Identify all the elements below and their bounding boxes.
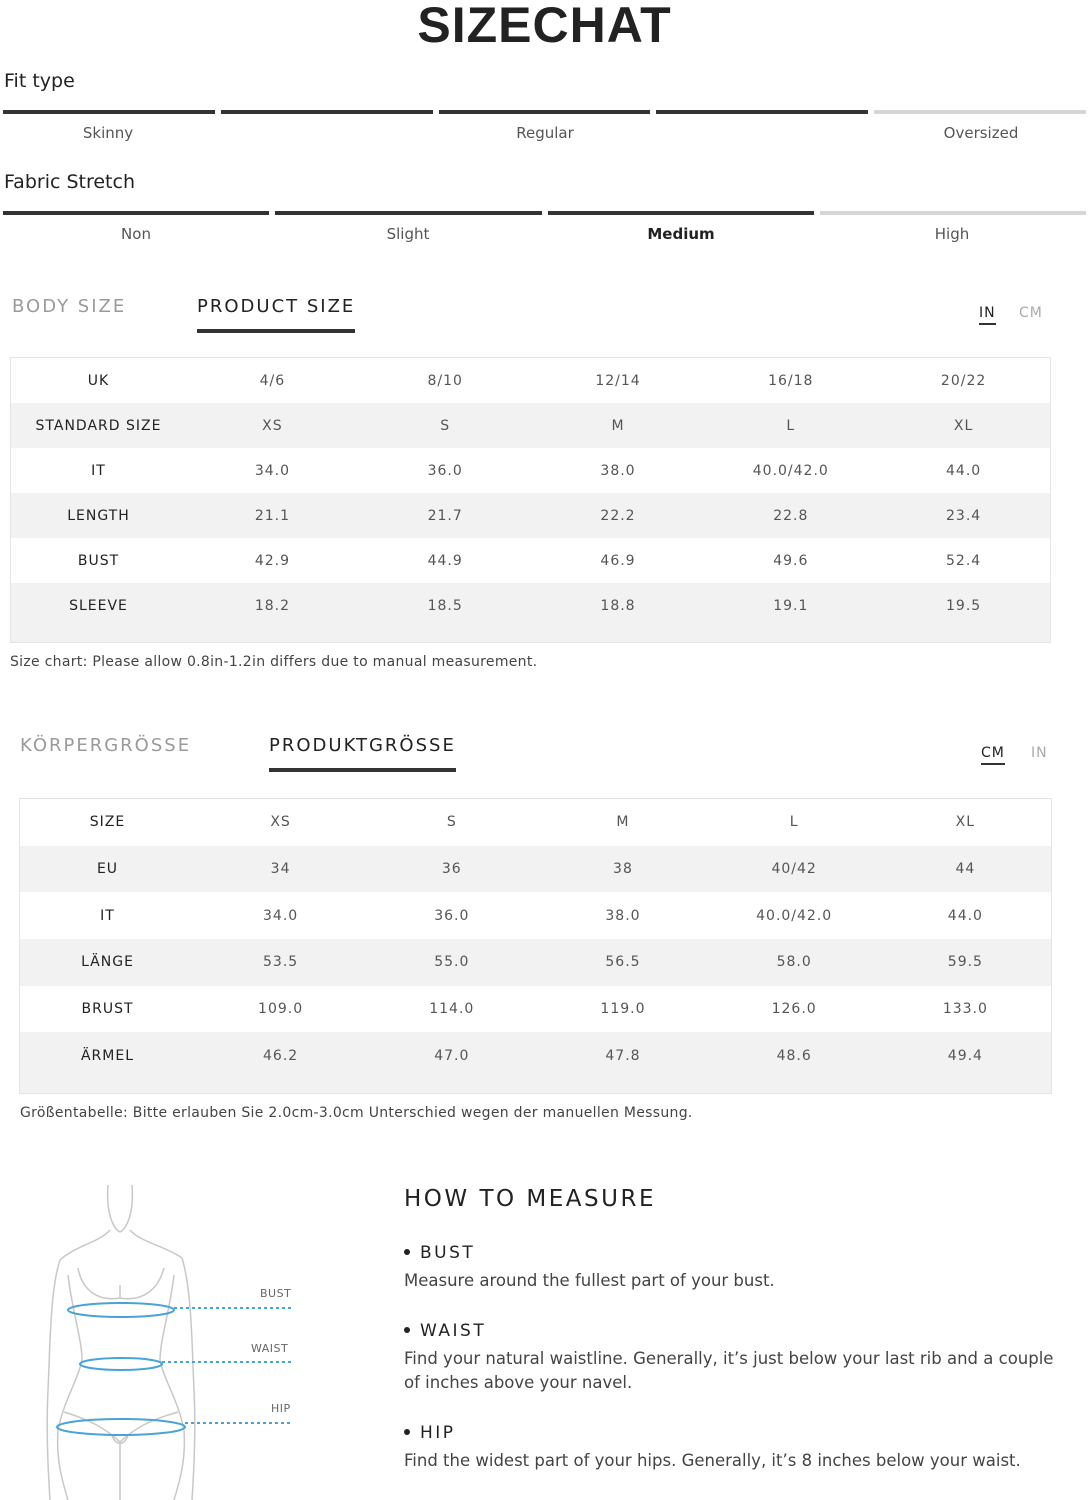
size-note-en: Size chart: Please allow 0.8in-1.2in differs due to manual measurement.	[10, 654, 538, 670]
stretch-bar-1	[3, 211, 269, 215]
table-cell: 44	[880, 846, 1051, 893]
figure-label-waist: WAIST	[251, 1342, 289, 1355]
unit-toggle-de	[981, 745, 1081, 769]
table-row	[11, 583, 1050, 628]
table-row	[20, 986, 1051, 1033]
table-cell: 40/42	[709, 846, 880, 893]
table-cell: 47.8	[537, 1032, 708, 1079]
size-tabs-en	[0, 296, 600, 336]
measure-item-bust	[404, 1243, 1064, 1293]
unit-in-button[interactable]: IN	[979, 305, 996, 325]
table-cell: 42.9	[186, 538, 359, 583]
unit-in-button-de[interactable]: IN	[1031, 745, 1048, 761]
table-cell: 18.8	[532, 583, 705, 628]
unit-cm-button-de[interactable]: CM	[981, 745, 1005, 765]
stretch-option-slight: Slight	[386, 225, 430, 243]
measure-head-bust: BUST	[420, 1243, 476, 1263]
table-row	[11, 358, 1050, 403]
unit-cm-button[interactable]: CM	[1019, 305, 1043, 321]
size-tabs-de	[0, 735, 600, 775]
table-cell: 52.4	[877, 538, 1050, 583]
table-cell: 119.0	[537, 986, 708, 1033]
table-row	[20, 939, 1051, 986]
row-header: LÄNGE	[20, 939, 195, 986]
table-cell: 4/6	[186, 358, 359, 403]
table-cell: 34.0	[195, 892, 366, 939]
table-row	[11, 538, 1050, 583]
table-cell: 44.0	[877, 448, 1050, 493]
fit-option-oversized: Oversized	[943, 124, 1019, 142]
table-cell: 36	[366, 846, 537, 893]
body-outline-illustration	[20, 1180, 320, 1500]
table-cell: S	[366, 799, 537, 846]
table-cell: 109.0	[195, 986, 366, 1033]
fit-bar-2	[221, 110, 433, 114]
table-cell: 40.0/42.0	[709, 892, 880, 939]
tab-produktgroesse[interactable]: PRODUKTGRÖSSE	[269, 735, 456, 772]
table-row	[11, 403, 1050, 448]
figure-label-bust: BUST	[260, 1287, 292, 1300]
fit-type-label: Fit type	[4, 70, 75, 92]
unit-toggle-en	[979, 305, 1079, 329]
size-table-de	[19, 798, 1052, 1094]
table-cell: 23.4	[877, 493, 1050, 538]
table-row	[20, 846, 1051, 893]
table-cell: 55.0	[366, 939, 537, 986]
table-cell: L	[709, 799, 880, 846]
bullet-icon	[404, 1429, 410, 1435]
fit-option-skinny: Skinny	[82, 124, 134, 142]
fit-bar-1	[3, 110, 215, 114]
stretch-bar-3	[548, 211, 814, 215]
table-cell: 56.5	[537, 939, 708, 986]
table-cell: 38.0	[532, 448, 705, 493]
table-cell: 47.0	[366, 1032, 537, 1079]
row-header: IT	[11, 448, 186, 493]
measure-head-waist: WAIST	[420, 1321, 487, 1341]
stretch-option-non: Non	[121, 225, 151, 243]
fit-bar-5	[874, 110, 1086, 114]
table-cell: 44.9	[359, 538, 532, 583]
table-cell: XL	[880, 799, 1051, 846]
row-header: BUST	[11, 538, 186, 583]
table-cell: 18.5	[359, 583, 532, 628]
table-cell: M	[532, 403, 705, 448]
table-cell: 16/18	[704, 358, 877, 403]
table-cell: 19.5	[877, 583, 1050, 628]
tab-product-size[interactable]: PRODUCT SIZE	[197, 296, 355, 333]
table-cell: 22.8	[704, 493, 877, 538]
table-cell: M	[537, 799, 708, 846]
row-header: IT	[20, 892, 195, 939]
table-cell: 19.1	[704, 583, 877, 628]
fit-bar-3	[439, 110, 651, 114]
stretch-option-high: High	[934, 225, 970, 243]
stretch-option-medium: Medium	[647, 225, 715, 243]
row-header: ÄRMEL	[20, 1032, 195, 1079]
table-row	[20, 892, 1051, 939]
table-cell: 49.4	[880, 1032, 1051, 1079]
table-cell: 40.0/42.0	[704, 448, 877, 493]
table-cell: 48.6	[709, 1032, 880, 1079]
measure-text-bust: Measure around the fullest part of your bust.	[404, 1271, 775, 1290]
page-title: SIZECHAT	[417, 0, 672, 53]
bullet-icon	[404, 1327, 410, 1333]
measure-item-hip	[404, 1423, 1064, 1473]
row-header: STANDARD SIZE	[11, 403, 186, 448]
measure-text-hip: Find the widest part of your hips. Generally, it’s 8 inches below your waist.	[404, 1451, 1021, 1470]
table-cell: 58.0	[709, 939, 880, 986]
row-header: BRUST	[20, 986, 195, 1033]
table-cell: 20/22	[877, 358, 1050, 403]
stretch-bar-4	[820, 211, 1086, 215]
row-header: LENGTH	[11, 493, 186, 538]
how-to-measure-title: HOW TO MEASURE	[404, 1186, 656, 1212]
fabric-stretch-label: Fabric Stretch	[4, 171, 135, 193]
table-cell: XL	[877, 403, 1050, 448]
table-cell: S	[359, 403, 532, 448]
tab-body-size[interactable]: BODY SIZE	[12, 296, 127, 317]
fit-bar-4	[656, 110, 868, 114]
table-cell: 21.7	[359, 493, 532, 538]
tab-koerpergroesse[interactable]: KÖRPERGRÖSSE	[20, 735, 192, 756]
table-cell: 38	[537, 846, 708, 893]
table-cell: 44.0	[880, 892, 1051, 939]
table-cell: 34	[195, 846, 366, 893]
row-header: SLEEVE	[11, 583, 186, 628]
table-cell: 36.0	[359, 448, 532, 493]
table-cell: 38.0	[537, 892, 708, 939]
table-cell: 114.0	[366, 986, 537, 1033]
table-row	[20, 1032, 1051, 1079]
row-header: EU	[20, 846, 195, 893]
fit-type-scale	[3, 110, 1086, 148]
measure-text-waist: Find your natural waistline. Generally, it’s just below your last rib and a couple of inches above your navel.	[404, 1349, 1054, 1392]
table-cell: 18.2	[186, 583, 359, 628]
table-cell: 133.0	[880, 986, 1051, 1033]
row-header: SIZE	[20, 799, 195, 846]
size-note-de: Größentabelle: Bitte erlauben Sie 2.0cm-3.0cm Unterschied wegen der manuellen Messung.	[20, 1105, 693, 1121]
measure-head-hip: HIP	[420, 1423, 456, 1443]
table-cell: 22.2	[532, 493, 705, 538]
bullet-icon	[404, 1249, 410, 1255]
table-cell: 36.0	[366, 892, 537, 939]
fit-option-regular: Regular	[516, 124, 574, 142]
measure-item-waist	[404, 1321, 1064, 1395]
table-cell: 46.9	[532, 538, 705, 583]
table-cell: 8/10	[359, 358, 532, 403]
table-cell: XS	[195, 799, 366, 846]
fabric-stretch-scale	[3, 211, 1086, 249]
table-cell: 59.5	[880, 939, 1051, 986]
row-header: UK	[11, 358, 186, 403]
table-cell: 53.5	[195, 939, 366, 986]
table-cell: 12/14	[532, 358, 705, 403]
table-cell: 126.0	[709, 986, 880, 1033]
stretch-bar-2	[275, 211, 541, 215]
table-cell: 46.2	[195, 1032, 366, 1079]
table-cell: 21.1	[186, 493, 359, 538]
table-row	[20, 799, 1051, 846]
table-cell: 49.6	[704, 538, 877, 583]
size-table-en	[10, 357, 1051, 643]
table-cell: 34.0	[186, 448, 359, 493]
table-cell: L	[704, 403, 877, 448]
figure-label-hip: HIP	[271, 1402, 291, 1415]
table-row	[11, 448, 1050, 493]
table-cell: XS	[186, 403, 359, 448]
body-measure-figure	[20, 1180, 320, 1500]
table-row	[11, 493, 1050, 538]
